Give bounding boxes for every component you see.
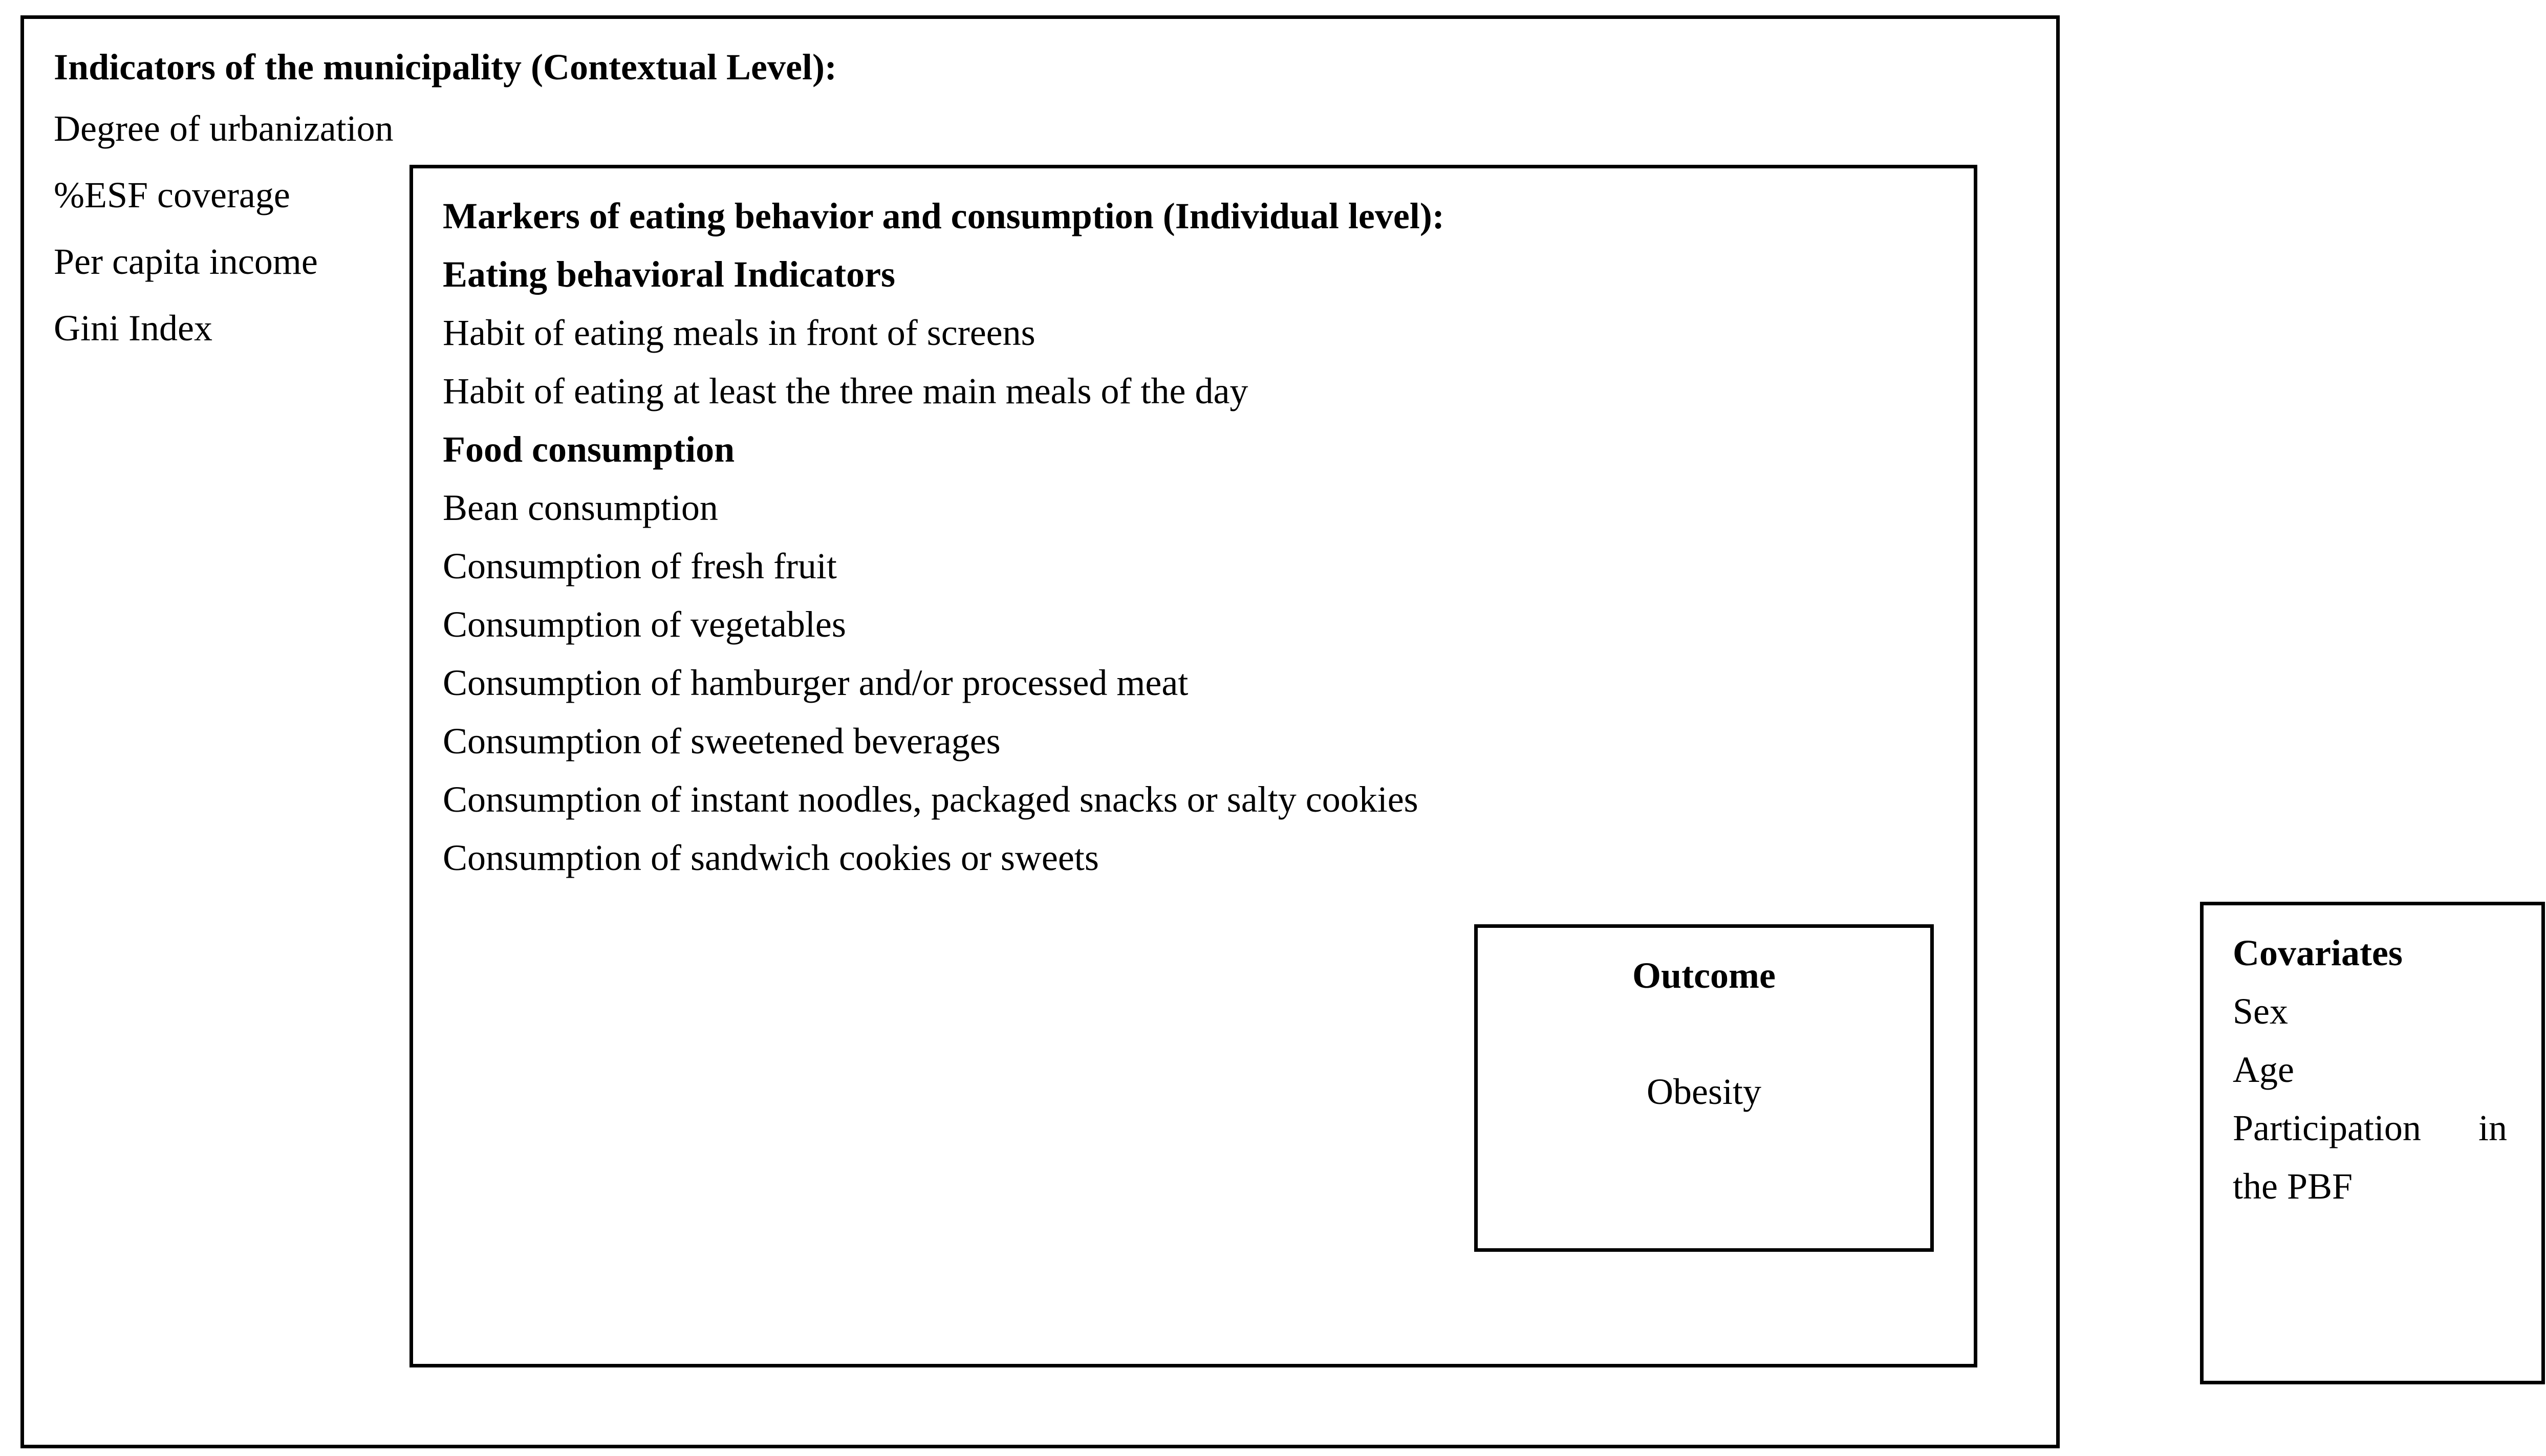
- municipality-item: %ESF coverage: [54, 175, 290, 215]
- covariates-title: Covariates: [2233, 932, 2403, 973]
- behavior-heading: Eating behavioral Indicators: [443, 254, 896, 295]
- municipality-item: Degree of urbanization: [54, 108, 394, 149]
- food-item: Bean consumption: [443, 487, 718, 528]
- behavior-item: Habit of eating at least the three main meals of the day: [443, 371, 1248, 411]
- covariate-participation-rest: the PBF: [2233, 1166, 2353, 1207]
- food-item: Consumption of sweetened beverages: [443, 721, 1001, 762]
- food-item: Consumption of instant noodles, packaged snacks or salty cookies: [443, 779, 1418, 820]
- food-item: Consumption of hamburger and/or processed meat: [443, 662, 1189, 703]
- behavior-item: Habit of eating meals in front of screens: [443, 312, 1035, 353]
- covariate-item: Sex: [2233, 991, 2288, 1032]
- food-item: Consumption of vegetables: [443, 604, 846, 645]
- municipality-title: Indicators of the municipality (Contextual Level):: [54, 47, 837, 88]
- municipality-item: Gini Index: [54, 308, 212, 349]
- covariate-participation-word: Participation: [2233, 1107, 2421, 1148]
- food-item: Consumption of fresh fruit: [443, 546, 837, 586]
- food-item: Consumption of sandwich cookies or sweets: [443, 837, 1099, 878]
- food-heading: Food consumption: [443, 429, 735, 470]
- municipality-item: Per capita income: [54, 241, 318, 282]
- outcome-value: Obesity: [1647, 1071, 1761, 1112]
- covariate-participation-in: in: [2478, 1107, 2508, 1148]
- individual-title: Markers of eating behavior and consumption (Individual level):: [443, 195, 1444, 236]
- covariate-item: Age: [2233, 1049, 2294, 1090]
- outcome-title: Outcome: [1632, 955, 1776, 996]
